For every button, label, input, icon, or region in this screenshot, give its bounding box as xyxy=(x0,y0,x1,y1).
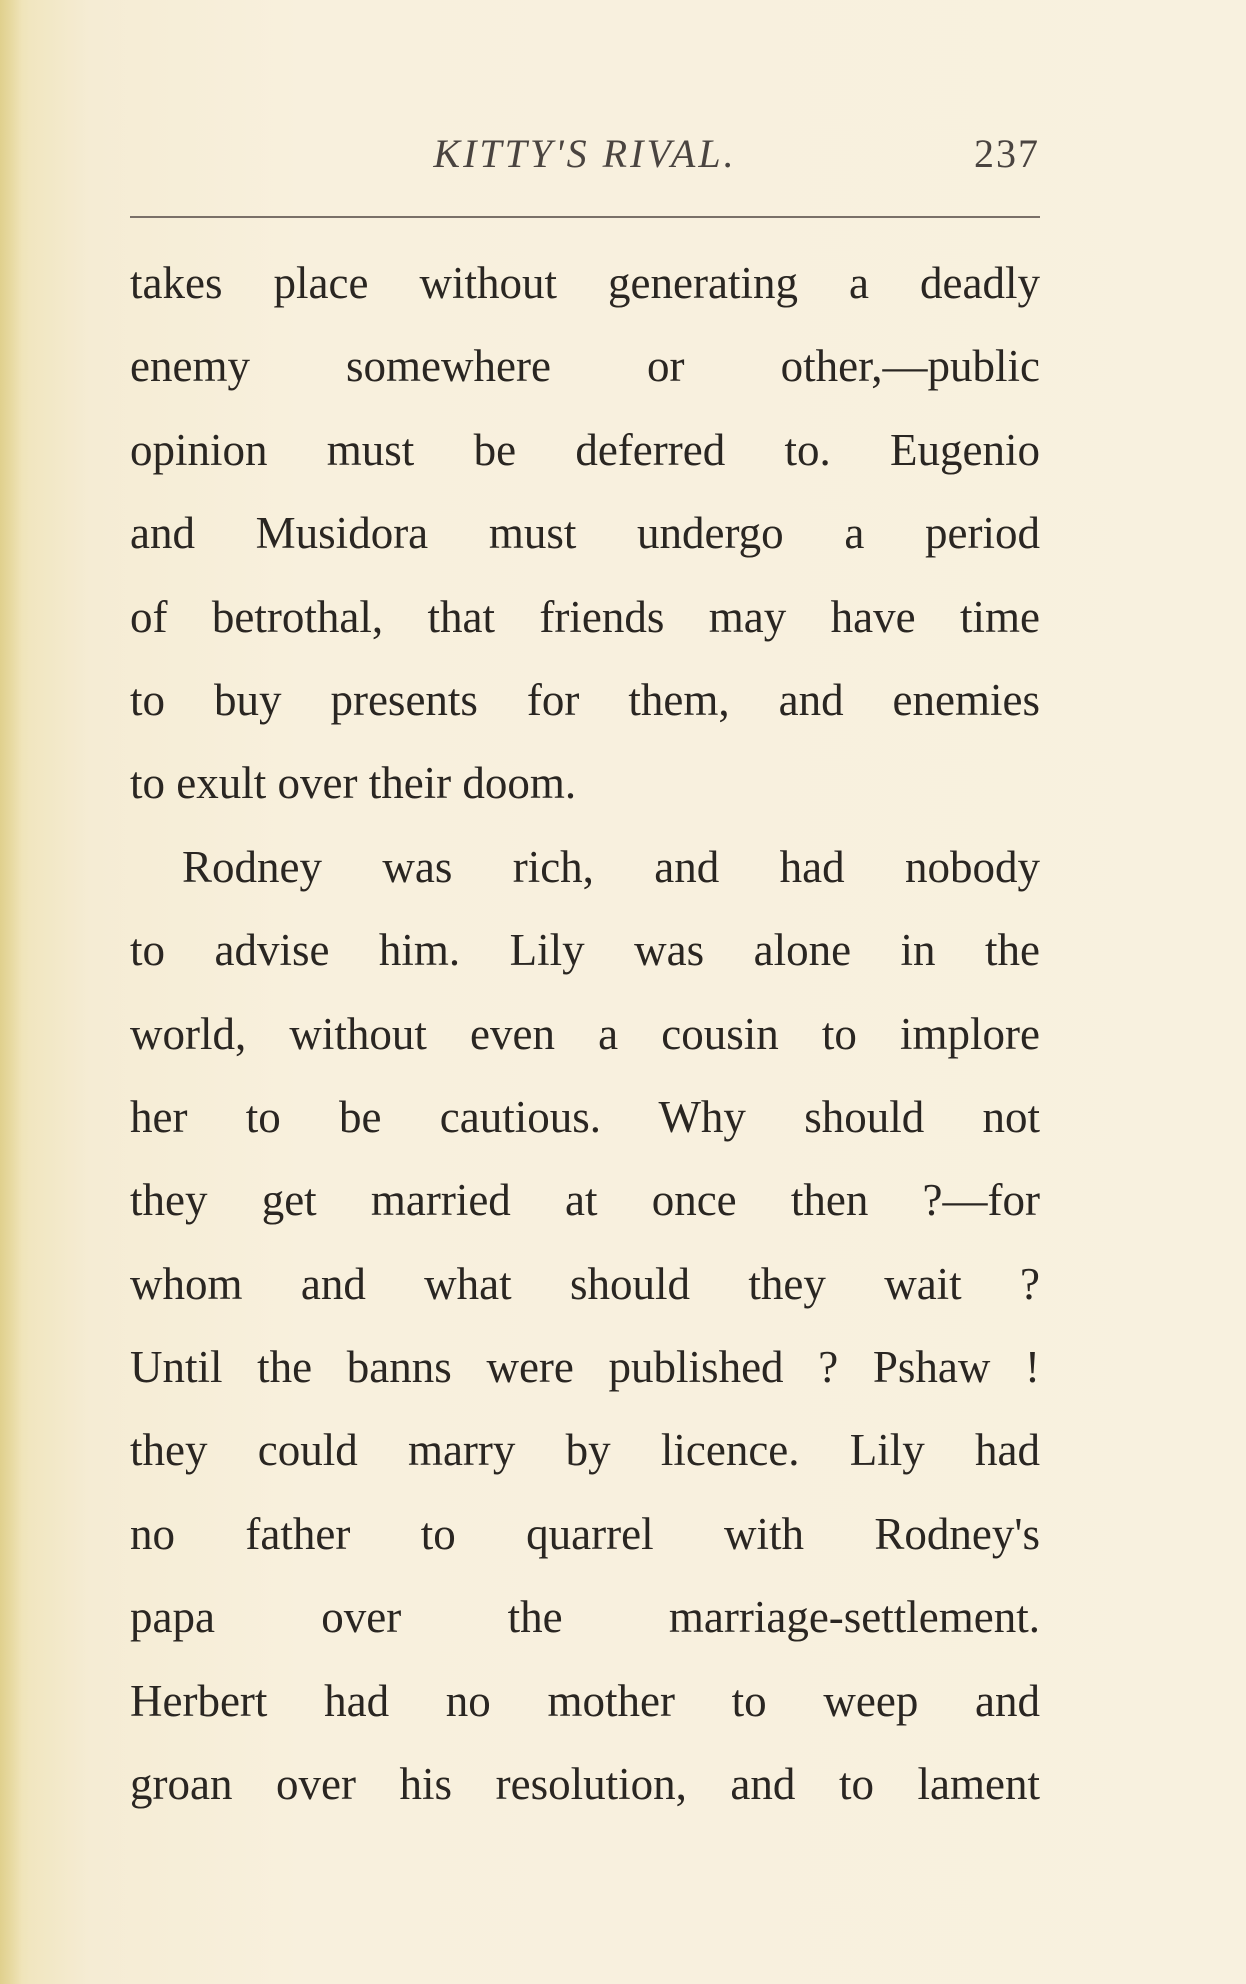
running-title: KITTY'S RIVAL. xyxy=(433,131,737,176)
text-line: no father to quarrel with Rodney's xyxy=(130,1508,1040,1559)
text-line: to advise him. Lily was alone in the xyxy=(130,925,1040,976)
text-line-paragraph-end: to exult over their doom. xyxy=(130,758,577,809)
text-line: Until the banns were published ? Pshaw ! xyxy=(130,1342,1040,1393)
text-line: they could marry by licence. Lily had xyxy=(130,1425,1040,1476)
text-line: Herbert had no mother to weep and xyxy=(130,1675,1040,1726)
page-number: 237 xyxy=(974,131,1040,176)
body-text xyxy=(130,242,1040,1826)
text-line-paragraph-start: Rodney was rich, and had nobody xyxy=(182,841,1040,892)
spine-shadow xyxy=(0,0,22,1984)
text-line: takes place without generating a deadly xyxy=(130,258,1040,308)
text-line: they get married at once then ?—for xyxy=(130,1175,1040,1226)
text-line: papa over the marriage-settlement. xyxy=(130,1592,1040,1643)
text-line: whom and what should they wait ? xyxy=(130,1258,1040,1309)
running-header xyxy=(130,130,1040,190)
text-line: to buy presents for them, and enemies xyxy=(130,674,1040,725)
text-line: opinion must be deferred to. Eugenio xyxy=(130,424,1040,475)
text-line: groan over his resolution, and to lament xyxy=(130,1759,1040,1810)
header-rule xyxy=(130,216,1040,218)
text-line: enemy somewhere or other,—public xyxy=(130,341,1040,392)
text-line: of betrothal, that friends may have time xyxy=(130,591,1040,642)
text-line: and Musidora must undergo a period xyxy=(130,508,1040,559)
text-line: her to be cautious. Why should not xyxy=(130,1091,1040,1142)
text-line: world, without even a cousin to implore xyxy=(130,1008,1040,1059)
